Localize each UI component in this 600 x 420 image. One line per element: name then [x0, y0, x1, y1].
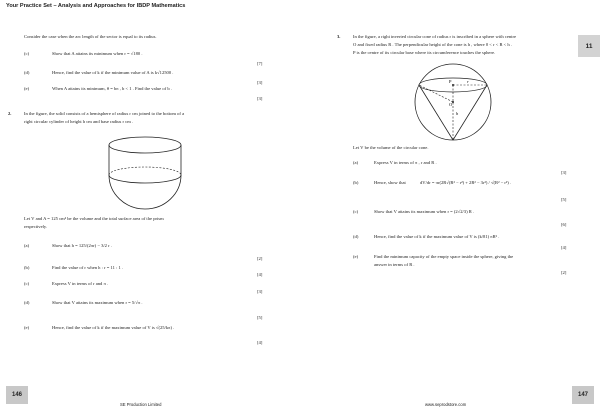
q3-line1: In the figure, a right inverted circular cone of radius r is inscribed in a sphere with centre	[353, 34, 517, 39]
q3a-marks: [3]	[561, 170, 567, 175]
page-number-right: 147	[572, 386, 594, 404]
publisher-website[interactable]: www.seprodstore.com	[425, 402, 467, 407]
publisher-name: SE Production Limited	[120, 402, 162, 407]
q2a-marks: [2]	[257, 256, 263, 261]
q3b-marks: [5]	[561, 197, 567, 202]
chapter-tab: 11	[578, 35, 600, 57]
q3-line3: P is the centre of its circular base where its circumference touches the sphere.	[353, 50, 496, 55]
q2-stem-line1: In the figure, the solid consists of a hemisphere of radius r cm joined to the bottom of a	[24, 111, 185, 116]
q3c-marks: [6]	[561, 222, 567, 227]
q2d-text: Show that V attains its maximum when r = 5/√π .	[52, 300, 143, 305]
q1d-text: Hence, find the value of k if the minimum value of A is k√12500 .	[52, 70, 174, 75]
sphere-cone-figure	[408, 60, 498, 146]
q2e-marks: [4]	[257, 340, 263, 345]
label-h: h	[456, 111, 459, 116]
q2e-text: Hence, find the value of k if the maximum value of V is √(25/kπ) .	[52, 325, 175, 330]
q1c-marks: [7]	[257, 61, 263, 66]
q2-let-line2: respectively.	[24, 224, 48, 229]
q3c-text: Show that V attains its maximum when r = (2√2/3) R .	[374, 209, 475, 214]
q1c-text: Show that A attains its minimum when r = √180 .	[52, 51, 143, 56]
q3-number: 3.	[337, 34, 341, 39]
q2c-text: Express V in terms of r and π .	[52, 281, 109, 286]
q1d-marks: [3]	[257, 80, 263, 85]
q1d-label: (d)	[24, 70, 30, 75]
q3b-label: (b)	[353, 180, 359, 185]
q2b-label: (b)	[24, 265, 30, 270]
q3b-text: Hence, show that	[374, 180, 406, 185]
q2e-label: (e)	[24, 325, 30, 330]
intro-text: Consider the case when the arc length of the sector is equal to its radius.	[24, 34, 157, 39]
q2-stem-line2: right circular cylinder of height h cm and base radius r cm .	[24, 119, 134, 124]
q3c-label: (c)	[353, 209, 359, 214]
q3a-text: Express V in terms of π , r and R .	[374, 160, 437, 165]
q3a-label: (a)	[353, 160, 359, 165]
q2-let-line1: Let V and A = 125 cm² be the volume and the total surface area of the prism	[24, 216, 164, 221]
q3d-label: (d)	[353, 234, 359, 239]
q2c-marks: [3]	[257, 289, 263, 294]
q3d-text: Hence, find the value of k if the maximum value of V is (k/81) πR³ .	[374, 234, 500, 239]
q3-let: Let V be the volume of the circular cone.	[353, 145, 429, 150]
page-number-left: 146	[6, 386, 28, 404]
q2-number: 2.	[8, 111, 12, 116]
q2b-text: Find the value of r when h : r = 11 : 1 .	[52, 265, 124, 270]
label-P: P	[449, 79, 452, 84]
label-O: O	[449, 102, 453, 107]
q3e-line2: answer in terms of R .	[374, 262, 415, 267]
label-r: r	[467, 79, 469, 84]
page-header: Your Practice Set – Analysis and Approaches for IBDP Mathematics	[6, 3, 186, 9]
q3e-label: (e)	[353, 254, 359, 259]
q2d-marks: [5]	[257, 315, 263, 320]
q2a-label: (a)	[24, 243, 30, 248]
q3b-derivative: dV/dr = πr(2R√(R² − r²) + 2R² − 3r²) / √(R² − r²) .	[420, 180, 512, 185]
q3e-line1: Find the minimum capacity of the empty space inside the sphere, giving the	[374, 254, 514, 259]
q1e-marks: [3]	[257, 96, 263, 101]
cylinder-hemisphere-figure	[100, 135, 190, 213]
q3-line2: O and fixed radius R . The perpendicular height of the cone is h , where 0 < r < R < h .	[353, 42, 512, 47]
q1e-label: (e)	[24, 86, 30, 91]
q1e-text: When A attains its minimum, θ = bπ , b < 1 . Find the value of b .	[52, 86, 172, 91]
q3e-marks: [2]	[561, 270, 567, 275]
q2d-label: (d)	[24, 300, 30, 305]
q1c-label: (c)	[24, 51, 30, 56]
q2a-text: Show that h = 125/(2πr) − 3/2 r .	[52, 243, 112, 248]
q2b-marks: [4]	[257, 272, 263, 277]
q3d-marks: [4]	[561, 245, 567, 250]
q2c-label: (c)	[24, 281, 30, 286]
